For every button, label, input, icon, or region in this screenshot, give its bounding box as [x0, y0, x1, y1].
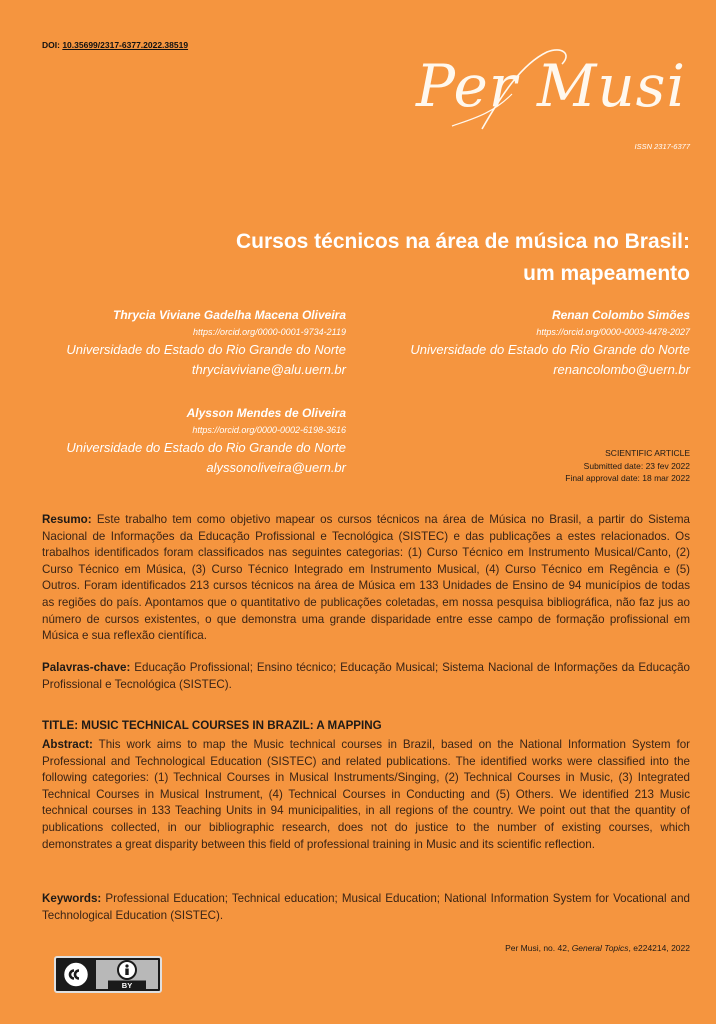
author-orcid[interactable]: https://orcid.org/0000-0002-6198-3616 [192, 425, 346, 435]
author-orcid[interactable]: https://orcid.org/0000-0001-9734-2119 [193, 327, 346, 337]
author-institution: Universidade do Estado do Rio Grande do Norte [66, 440, 346, 455]
citation-footer [505, 943, 690, 953]
cc-by-license-badge[interactable] [54, 956, 162, 993]
resumo-label: Resumo: [42, 513, 92, 526]
author-orcid[interactable]: https://orcid.org/0000-0003-4478-2027 [536, 327, 690, 337]
title-line-1: Cursos técnicos na área de música no Brasil: [235, 230, 690, 253]
author-institution: Universidade do Estado do Rio Grande do Norte [66, 342, 346, 357]
author-email[interactable]: alyssonoliveira@uern.br [206, 460, 346, 475]
article-title [170, 226, 690, 290]
article-type: SCIENTIFIC ARTICLE [605, 448, 690, 458]
resumo-paragraph [42, 512, 690, 645]
author-email[interactable]: thryciaviviane@alu.uern.br [191, 362, 346, 377]
author-name: Alysson Mendes de Oliveira [186, 406, 346, 420]
author-block [390, 306, 690, 380]
logo-text: Per Musi [416, 52, 686, 120]
cc-icon [63, 962, 89, 988]
doi [42, 40, 188, 50]
author-block [46, 306, 346, 380]
palavras-label: Palavras-chave: [42, 661, 131, 674]
keywords-paragraph [42, 891, 690, 924]
issn: ISSN 2317-6377 [634, 142, 690, 151]
doi-label: DOI: [42, 40, 60, 50]
doi-link[interactable]: 10.35699/2317-6377.2022.38519 [62, 40, 189, 50]
author-email[interactable]: renancolombo@uern.br [553, 362, 690, 377]
keywords-text: Professional Education; Technical education; Musical Education; National Information System for Vocational and Technological Education (SISTEC). [42, 892, 690, 922]
abstract-paragraph [42, 737, 690, 853]
author-block [46, 404, 346, 478]
approval-date: Final approval date: 18 mar 2022 [565, 473, 690, 483]
footer-suffix: , e224214, 2022 [628, 943, 690, 953]
journal-logo [412, 34, 692, 134]
submitted-date: Submitted date: 23 fev 2022 [583, 460, 690, 471]
abstract-label: Abstract: [42, 738, 93, 751]
author-name: Renan Colombo Simões [551, 308, 690, 322]
badge-by-text: BY [121, 981, 133, 990]
footer-section: General Topics [571, 943, 629, 953]
author-name: Thrycia Viviane Gadelha Macena Oliveira [113, 308, 346, 322]
resumo-text: Este trabalho tem como objetivo mapear os cursos técnicos na área de Música no Brasil, a partir do Sistema Nacional de Informações da Educação Profissional e Tecnológica (SISTEC) e das publicações a estes relacionados. Os trabalhos identificados foram classificados nas seguintes categorias: (1) Curso Técnico em Instrumento Musical/Canto, (2) Curso Técnico em Música, (3) Curso Técnico Integrado em Instrumento Musical, (4) Curso Técnico em Regência e (5) Outros. Foram identificados 213 cursos técnicos na área de Música em 133 Unidades de Ensino de 94 municípios de todas as regiões do país. Apontamos que o quantitativo de publicações coletadas, em nossa pesquisa bibliográfica, não faz jus ao número de cursos existentes, o que demonstra uma grande disparidade entre esse campo de formação profissional em Música e sua reflexão científica. [42, 513, 690, 643]
footer-prefix: Per Musi, no. 42, [505, 943, 572, 953]
palavras-text: Educação Profissional; Ensino técnico; Educação Musical; Sistema Nacional de Informações da Educação Profissional e Tecnológica (SISTEC). [42, 661, 690, 691]
palavras-chave-paragraph [42, 660, 690, 693]
keywords-label: Keywords: [42, 892, 102, 905]
author-institution: Universidade do Estado do Rio Grande do Norte [410, 342, 690, 357]
english-title: TITLE: MUSIC TECHNICAL COURSES IN BRAZIL: A MAPPING [42, 719, 382, 732]
title-line-2: um mapeamento [523, 262, 690, 285]
article-meta [565, 447, 690, 485]
abstract-text: This work aims to map the Music technical courses in Brazil, based on the National Information System for Professional and Technological Education (SISTEC) and related publications. The identified works were classified into the following categories: (1) Technical Courses in Musical Instruments/Singing, (2) Technical Courses in Music, (3) Integrated Technical Courses in Musical Instrument, (4) Technical Courses in Conducting and (5) Others. We identified 213 Music technical courses in 133 Teaching Units in 94 municipalities, in all regions of the country. We point out that the quantity of publications collected, in our bibliographic research, does not do justice to the number of existing courses, which demonstrates a great disparity between this field of professional training in Music and its scientific reflection. [42, 738, 690, 851]
attribution-icon [118, 961, 136, 979]
